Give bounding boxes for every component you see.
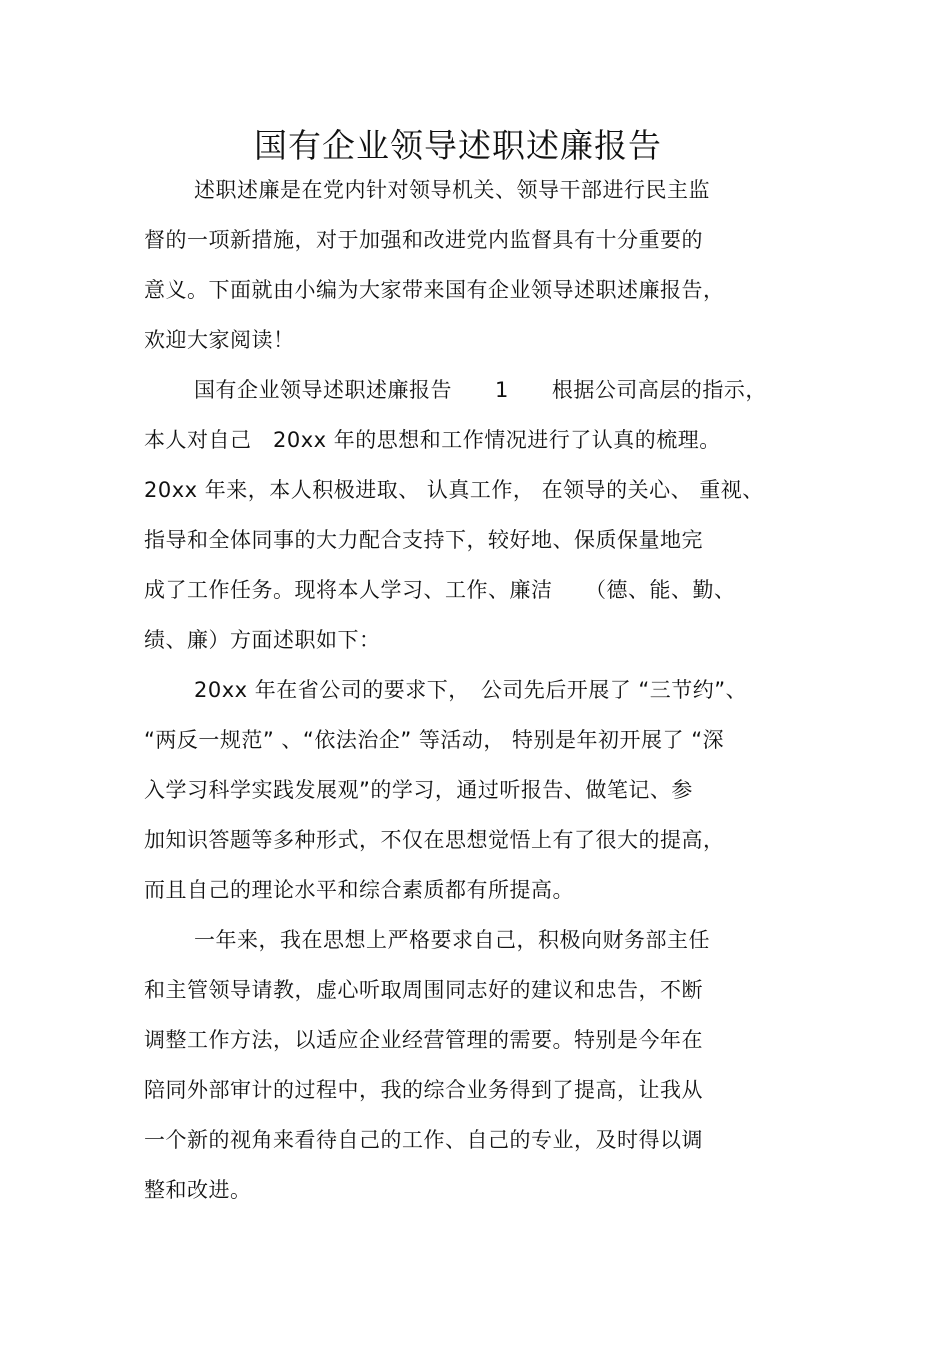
text-line: 指导和全体同事的大力配合支持下，较好地、保质保量地完 bbox=[144, 528, 703, 552]
text-line: 本人对自己 20xx 年的思想和工作情况进行了认真的梳理。 bbox=[144, 428, 721, 452]
text-line: 调整工作方法，以适应企业经营管理的需要。特别是今年在 bbox=[144, 1028, 703, 1052]
text-line: 成了工作任务。现将本人学习、工作、廉洁 （德、能、勤、 bbox=[144, 578, 736, 602]
text-line: 20xx 年来，本人积极进取、 认真工作， 在领导的关心、 重视、 bbox=[144, 478, 764, 502]
text-line: 一年来，我在思想上严格要求自己，积极向财务部主任 bbox=[194, 928, 710, 952]
text-line: 国有企业领导述职述廉报告 1 根据公司高层的指示， bbox=[194, 378, 767, 402]
text-line: 入学习科学实践发展观”的学习，通过听报告、做笔记、参 bbox=[144, 778, 693, 802]
text-line: 整和改进。 bbox=[144, 1178, 252, 1202]
text-line: 绩、廉）方面述职如下： bbox=[144, 628, 381, 652]
text-line: “两反一规范” 、“依法治企” 等活动， 特别是年初开展了 “深 bbox=[144, 728, 725, 752]
document-title: 国有企业领导述职述廉报告 bbox=[254, 126, 662, 165]
text-line: 而且自己的理论水平和综合素质都有所提高。 bbox=[144, 878, 574, 902]
text-line: 陪同外部审计的过程中，我的综合业务得到了提高，让我从 bbox=[144, 1078, 703, 1102]
text-line: 20xx 年在省公司的要求下， 公司先后开展了 “三节约”、 bbox=[194, 678, 748, 702]
text-line: 述职述廉是在党内针对领导机关、领导干部进行民主监 bbox=[194, 178, 710, 202]
text-line: 和主管领导请教，虚心听取周围同志好的建议和忠告，不断 bbox=[144, 978, 703, 1002]
text-line: 加知识答题等多种形式，不仅在思想觉悟上有了很大的提高， bbox=[144, 828, 725, 852]
text-line: 一个新的视角来看待自己的工作、自己的专业，及时得以调 bbox=[144, 1128, 703, 1152]
text-line: 意义。下面就由小编为大家带来国有企业领导述职述廉报告， bbox=[144, 278, 725, 302]
text-line: 督的一项新措施，对于加强和改进党内监督具有十分重要的 bbox=[144, 228, 703, 252]
text-line: 欢迎大家阅读！ bbox=[144, 328, 295, 352]
